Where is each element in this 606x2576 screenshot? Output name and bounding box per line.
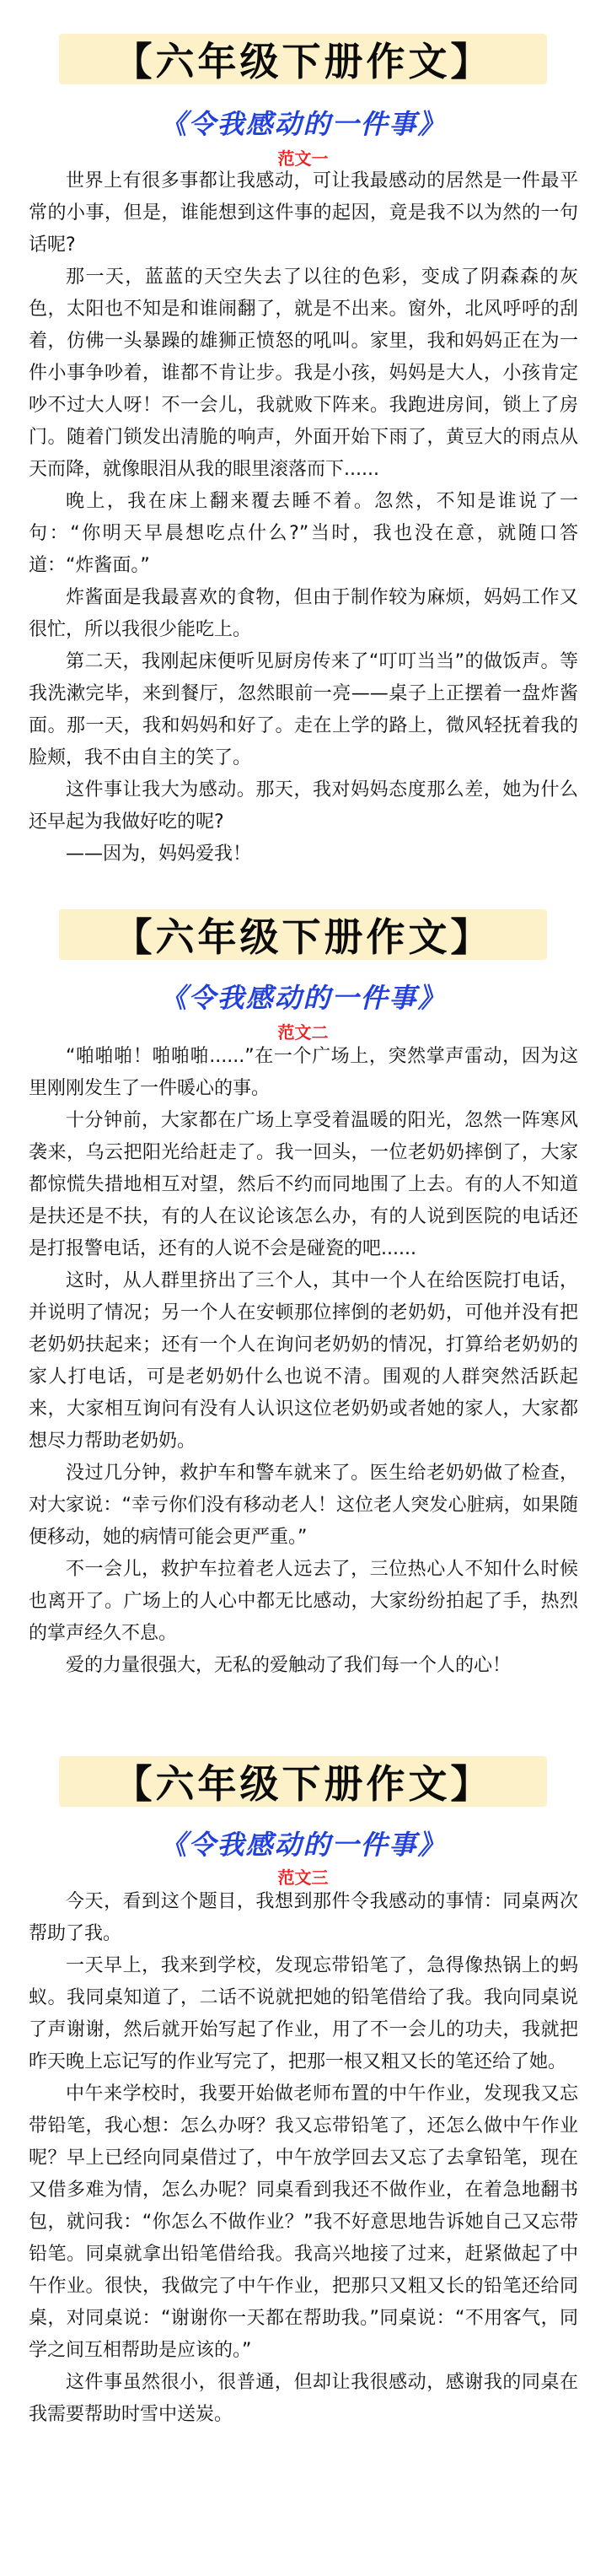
- paragraph: “啪啪啪！啪啪啪......”在一个广场上，突然掌声雷动，因为这里刚刚发生了一件暖心的事。: [29, 1046, 578, 1099]
- paragraph: 这时，从人群里挤出了三个人，其中一个人在给医院打电话，并说明了情况；另一个人在安顿那位摔倒的老奶奶，可他并没有把老奶奶扶起来；还有一个人在询问老奶奶的情况，打算给老奶奶的家人打电话，可是老奶奶什么也说不清。围观的人群突然活跃起来，大家相互询问有没有人认识这位老奶奶或者她的家人，大家都想尽力帮助老奶奶。: [29, 1270, 578, 1452]
- paragraph: 爱的力量很强大，无私的爱触动了我们每一个人的心！: [66, 1655, 512, 1676]
- paragraph: 炸酱面是我最喜欢的食物，但由于制作较为麻烦，妈妈工作又很忙，所以我很少能吃上。: [29, 587, 578, 640]
- paragraph: 世界上有很多事都让我感动，可让我最感动的居然是一件最平常的小事，但是，谁能想到这件事的起因，竟是我不以为然的一句话呢?: [29, 170, 578, 256]
- paragraph: 那一天，蓝蓝的天空失去了以往的色彩，变成了阴森森的灰色，太阳也不知是和谁闹翻了，就是不出来。窗外，北风呼呼的刮着，仿佛一头暴躁的雄狮正愤怒的吼叫。家里，我和妈妈正在为一件小事争吵着，谁都不肯让步。我是小孩，妈妈是大人，小孩肯定吵不过大人呀！不一会儿，我就败下阵来。我跑进房间，锁上了房门。随着门锁发出清脆的响声，外面开始下雨了，黄豆大的雨点从天而降，就像眼泪从我的眼里滚落而下......: [29, 267, 578, 480]
- essay-body: [29, 1041, 578, 1682]
- essay-title: 《令我感动的一件事》: [159, 982, 447, 1014]
- essay-body: [29, 165, 578, 870]
- essay-section-3: [0, 1721, 606, 2576]
- section-banner: 【六年级下册作文】: [59, 909, 547, 960]
- paragraph: 中午来学校时，我要开始做老师布置的中午作业，发现我又忘带铅笔，我心想：怎么办呀？我又忘带铅笔了，还怎么做中午作业呢？早上已经向同桌借过了，中午放学回去又忘了去拿铅笔，现在又借多难为情，怎么办呢？同桌看到我还不做作业，在着急地翻书包，就问我：“你怎么不做作业？”我不好意思地告诉她自己又忘带铅笔。同桌就拿出铅笔借给我。我高兴地接了过来，赶紧做起了中午作业。很快，我做完了中午作业，把那只又粗又长的铅笔还给同桌，对同桌说：“谢谢你一天都在帮助我。”同桌说：“不用客气，同学之间互相帮助是应该的。”: [29, 2083, 578, 2361]
- paragraph: 一天早上，我来到学校，发现忘带铅笔了，急得像热锅上的蚂蚁。我同桌知道了，二话不说就把她的铅笔借给了我。我向同桌说了声谢谢，然后就开始写起了作业，用了不一会儿的功夫，我就把昨天晚上忘记写的作业写完了，把那一根又粗又长的笔还给了她。: [29, 1955, 578, 2072]
- essay-label: 范文一: [277, 148, 329, 169]
- section-banner: 【六年级下册作文】: [59, 1756, 547, 1807]
- essay-label: 范文二: [277, 1022, 329, 1043]
- essay-body: [29, 1886, 578, 2431]
- paragraph: ——因为，妈妈爱我！: [66, 843, 252, 865]
- paragraph: 没过几分钟，救护车和警车就来了。医生给老奶奶做了检查，对大家说：“幸亏你们没有移动老人！这位老人突发心脏病，如果随便移动，她的病情可能会更严重。”: [29, 1463, 578, 1548]
- essay-section-1: [0, 0, 606, 865]
- essay-title: 《令我感动的一件事》: [159, 1829, 447, 1861]
- paragraph: 这件事让我大为感动。那天，我对妈妈态度那么差，她为什么还早起为我做好吃的呢?: [29, 779, 578, 833]
- essay-section-2: [0, 877, 606, 1676]
- paragraph: 不一会儿，救护车拉着老人远去了，三位热心人不知什么时候也离开了。广场上的人心中都无比感动，大家纷纷拍起了手，热烈的掌声经久不息。: [29, 1559, 578, 1644]
- paragraph: 十分钟前，大家都在广场上享受着温暖的阳光，忽然一阵寒风袭来，乌云把阳光给赶走了。我一回头，一位老奶奶摔倒了，大家都惊慌失措地相互对望，然后不约而同地围了上去。有的人不知道是扶还是不扶，有的人在议论该怎么办，有的人说到医院的电话还是打报警电话，还有的人说不会是碰瓷的吧......: [29, 1110, 578, 1259]
- section-banner: 【六年级下册作文】: [59, 34, 547, 84]
- paragraph: 晚上，我在床上翻来覆去睡不着。忽然，不知是谁说了一句：“你明天早晨想吃点什么?”当时，我也没在意，就随口答道：“炸酱面。”: [29, 491, 578, 576]
- essay-label: 范文三: [277, 1867, 329, 1888]
- paragraph: 今天，看到这个题目，我想到那件令我感动的事情：同桌两次帮助了我。: [29, 1891, 578, 1944]
- paragraph: 这件事虽然很小，很普通，但却让我很感动，感谢我的同桌在我需要帮助时雪中送炭。: [29, 2372, 578, 2425]
- paragraph: 第二天，我刚起床便听见厨房传来了“叮叮当当”的做饭声。等我洗漱完毕，来到餐厅，忽然眼前一亮——桌子上正摆着一盘炸酱面。那一天，我和妈妈和好了。走在上学的路上，微风轻抚着我的脸颊，我不由自主的笑了。: [29, 651, 579, 768]
- essay-title: 《令我感动的一件事》: [159, 108, 447, 140]
